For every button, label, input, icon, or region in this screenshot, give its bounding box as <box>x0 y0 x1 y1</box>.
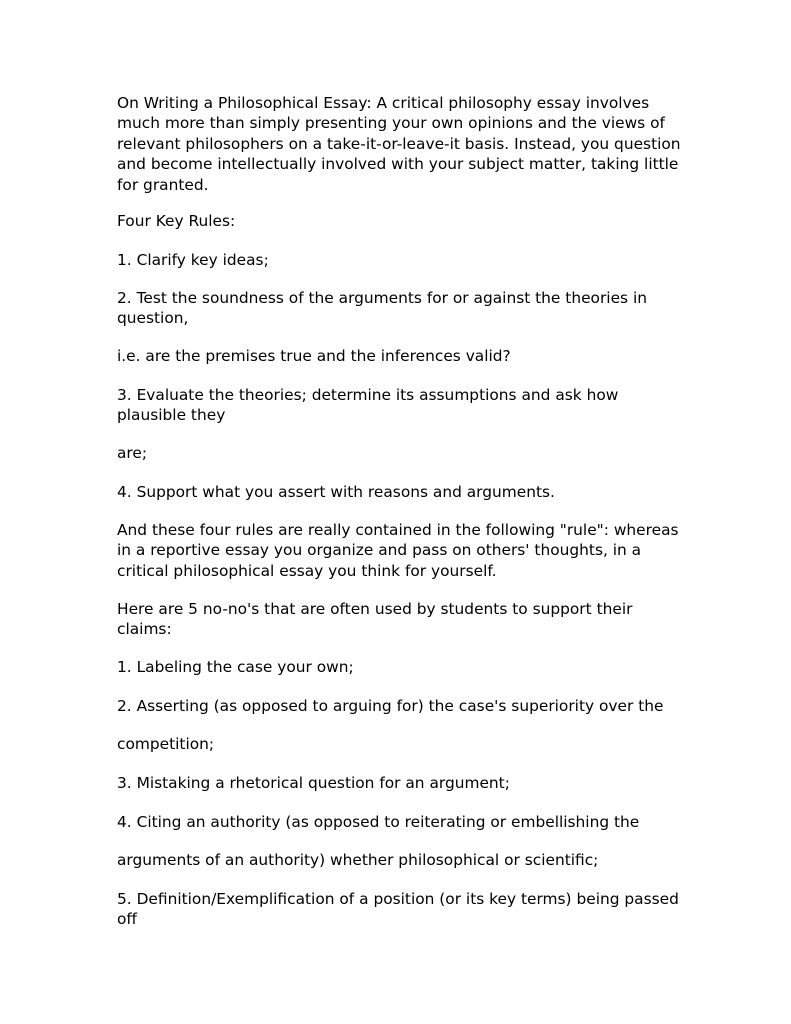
no-no-5: 5. Definition/Exemplification of a position (or its key terms) being passed off <box>117 890 679 929</box>
intro-paragraph: On Writing a Philosophical Essay: A critical philosophy essay involves much more than simply presenting your own opinions and the views of relevant philosophers on a take-it-or-leave-it basis. Instead, you question and become intellectually involved with your subject matter, taking little for granted. <box>117 94 681 194</box>
rule-4: 4. Support what you assert with reasons and arguments. <box>117 483 555 501</box>
rules-heading: Four Key Rules: <box>117 212 236 230</box>
rule-2: 2. Test the soundness of the arguments for or against the theories in question, <box>117 289 647 328</box>
rule-3: 3. Evaluate the theories; determine its assumptions and ask how plausible they <box>117 386 619 425</box>
no-no-2-continuation: competition; <box>117 735 215 753</box>
no-no-4: 4. Citing an authority (as opposed to reiterating or embellishing the <box>117 813 640 831</box>
rule-1: 1. Clarify key ideas; <box>117 251 269 269</box>
no-no-2: 2. Asserting (as opposed to arguing for) the case's superiority over the <box>117 697 664 715</box>
rule-2-continuation: i.e. are the premises true and the inferences valid? <box>117 347 511 365</box>
rule-3-continuation: are; <box>117 444 148 462</box>
no-no-4-continuation: arguments of an authority) whether philosophical or scientific; <box>117 851 599 869</box>
no-no-1: 1. Labeling the case your own; <box>117 658 354 676</box>
no-no-3: 3. Mistaking a rhetorical question for an argument; <box>117 774 510 792</box>
summary-paragraph: And these four rules are really contained in the following "rule": whereas in a reportive essay you organize and pass on others' thoughts, in a critical philosophical essay you think for yourself. <box>117 521 679 580</box>
no-nos-heading: Here are 5 no-no's that are often used by students to support their claims: <box>117 600 633 639</box>
